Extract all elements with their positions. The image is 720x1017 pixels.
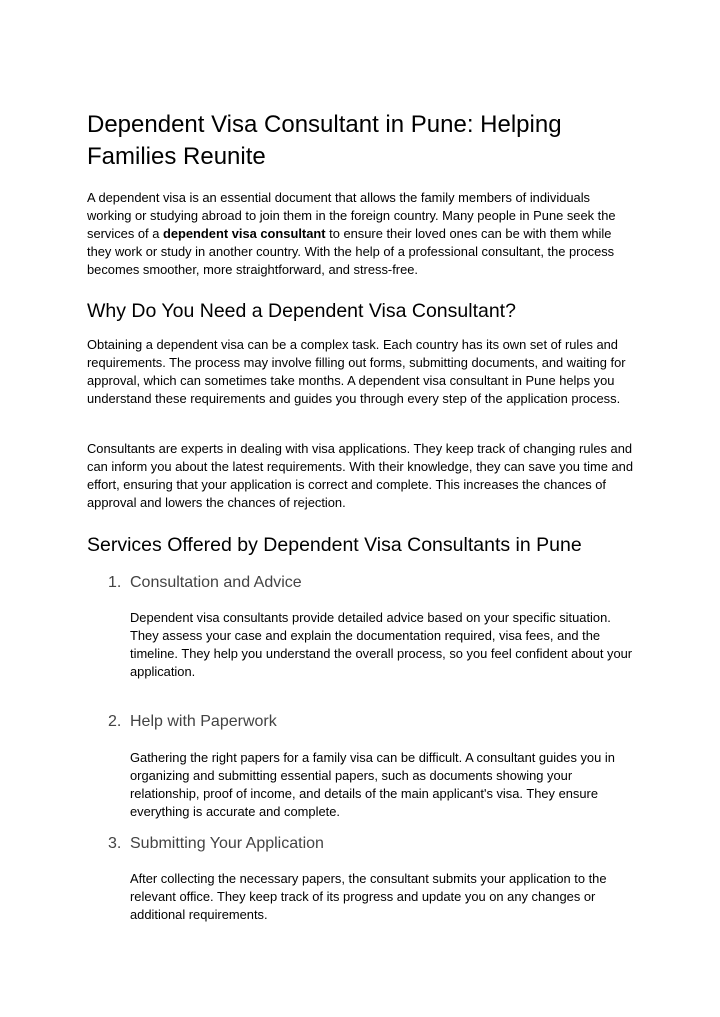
list-item-body: Gathering the right papers for a family visa can be difficult. A consultant guides you in organizing and submitting essential papers, such as documents showing your relationship, proof of income, and details of the main applicant's visa. They ensure everything is accurate and complete. (130, 750, 615, 819)
why-heading: Why Do You Need a Dependent Visa Consultant? (87, 300, 516, 322)
list-item-title: Consultation and Advice (130, 574, 302, 591)
intro-paragraph (87, 189, 635, 279)
list-item-body: After collecting the necessary papers, the consultant submits your application to the relevant office. They keep track of its progress and update you on any changes or additional requirements. (130, 871, 607, 922)
list-item-number: 1. (108, 574, 122, 591)
services-heading: Services Offered by Dependent Visa Consultants in Pune (87, 534, 582, 556)
why-paragraph-1: Obtaining a dependent visa can be a complex task. Each country has its own set of rules and requirements. The process may involve filling out forms, submitting documents, and waiting for approval, which can sometimes take months. A dependent visa consultant in Pune helps you understand these requirements and guides you through every step of the application process. (87, 337, 626, 406)
intro-text-before: A dependent visa is an essential document that allows the family members of individuals working or studying abroad to join them in the foreign country. Many people in Pune seek the services of a (87, 190, 616, 241)
list-item-number: 3. (108, 835, 122, 852)
list-item-number: 2. (108, 713, 122, 730)
list-item-title: Submitting Your Application (130, 835, 324, 852)
why-paragraph-2: Consultants are experts in dealing with visa applications. They keep track of changing rules and can inform you about the latest requirements. With their knowledge, they can save you time and effort, ensuring that your application is correct and complete. This increases the chances of approval and lowers the chances of rejection. (87, 441, 633, 510)
list-item-title: Help with Paperwork (130, 713, 277, 730)
intro-text-after: to ensure their loved ones can be with them while they work or study in another country. With the help of a professional consultant, the process becomes smoother, more straightforward, and stress-free. (87, 226, 615, 277)
page-title: Dependent Visa Consultant in Pune: Helping Families Reunite (87, 111, 562, 170)
list-item-body: Dependent visa consultants provide detailed advice based on your specific situation. They assess your case and explain the documentation required, visa fees, and the timeline. They help you understand the overall process, so you feel confident about your application. (130, 610, 633, 679)
intro-bold-keyword: dependent visa consultant (162, 226, 326, 241)
